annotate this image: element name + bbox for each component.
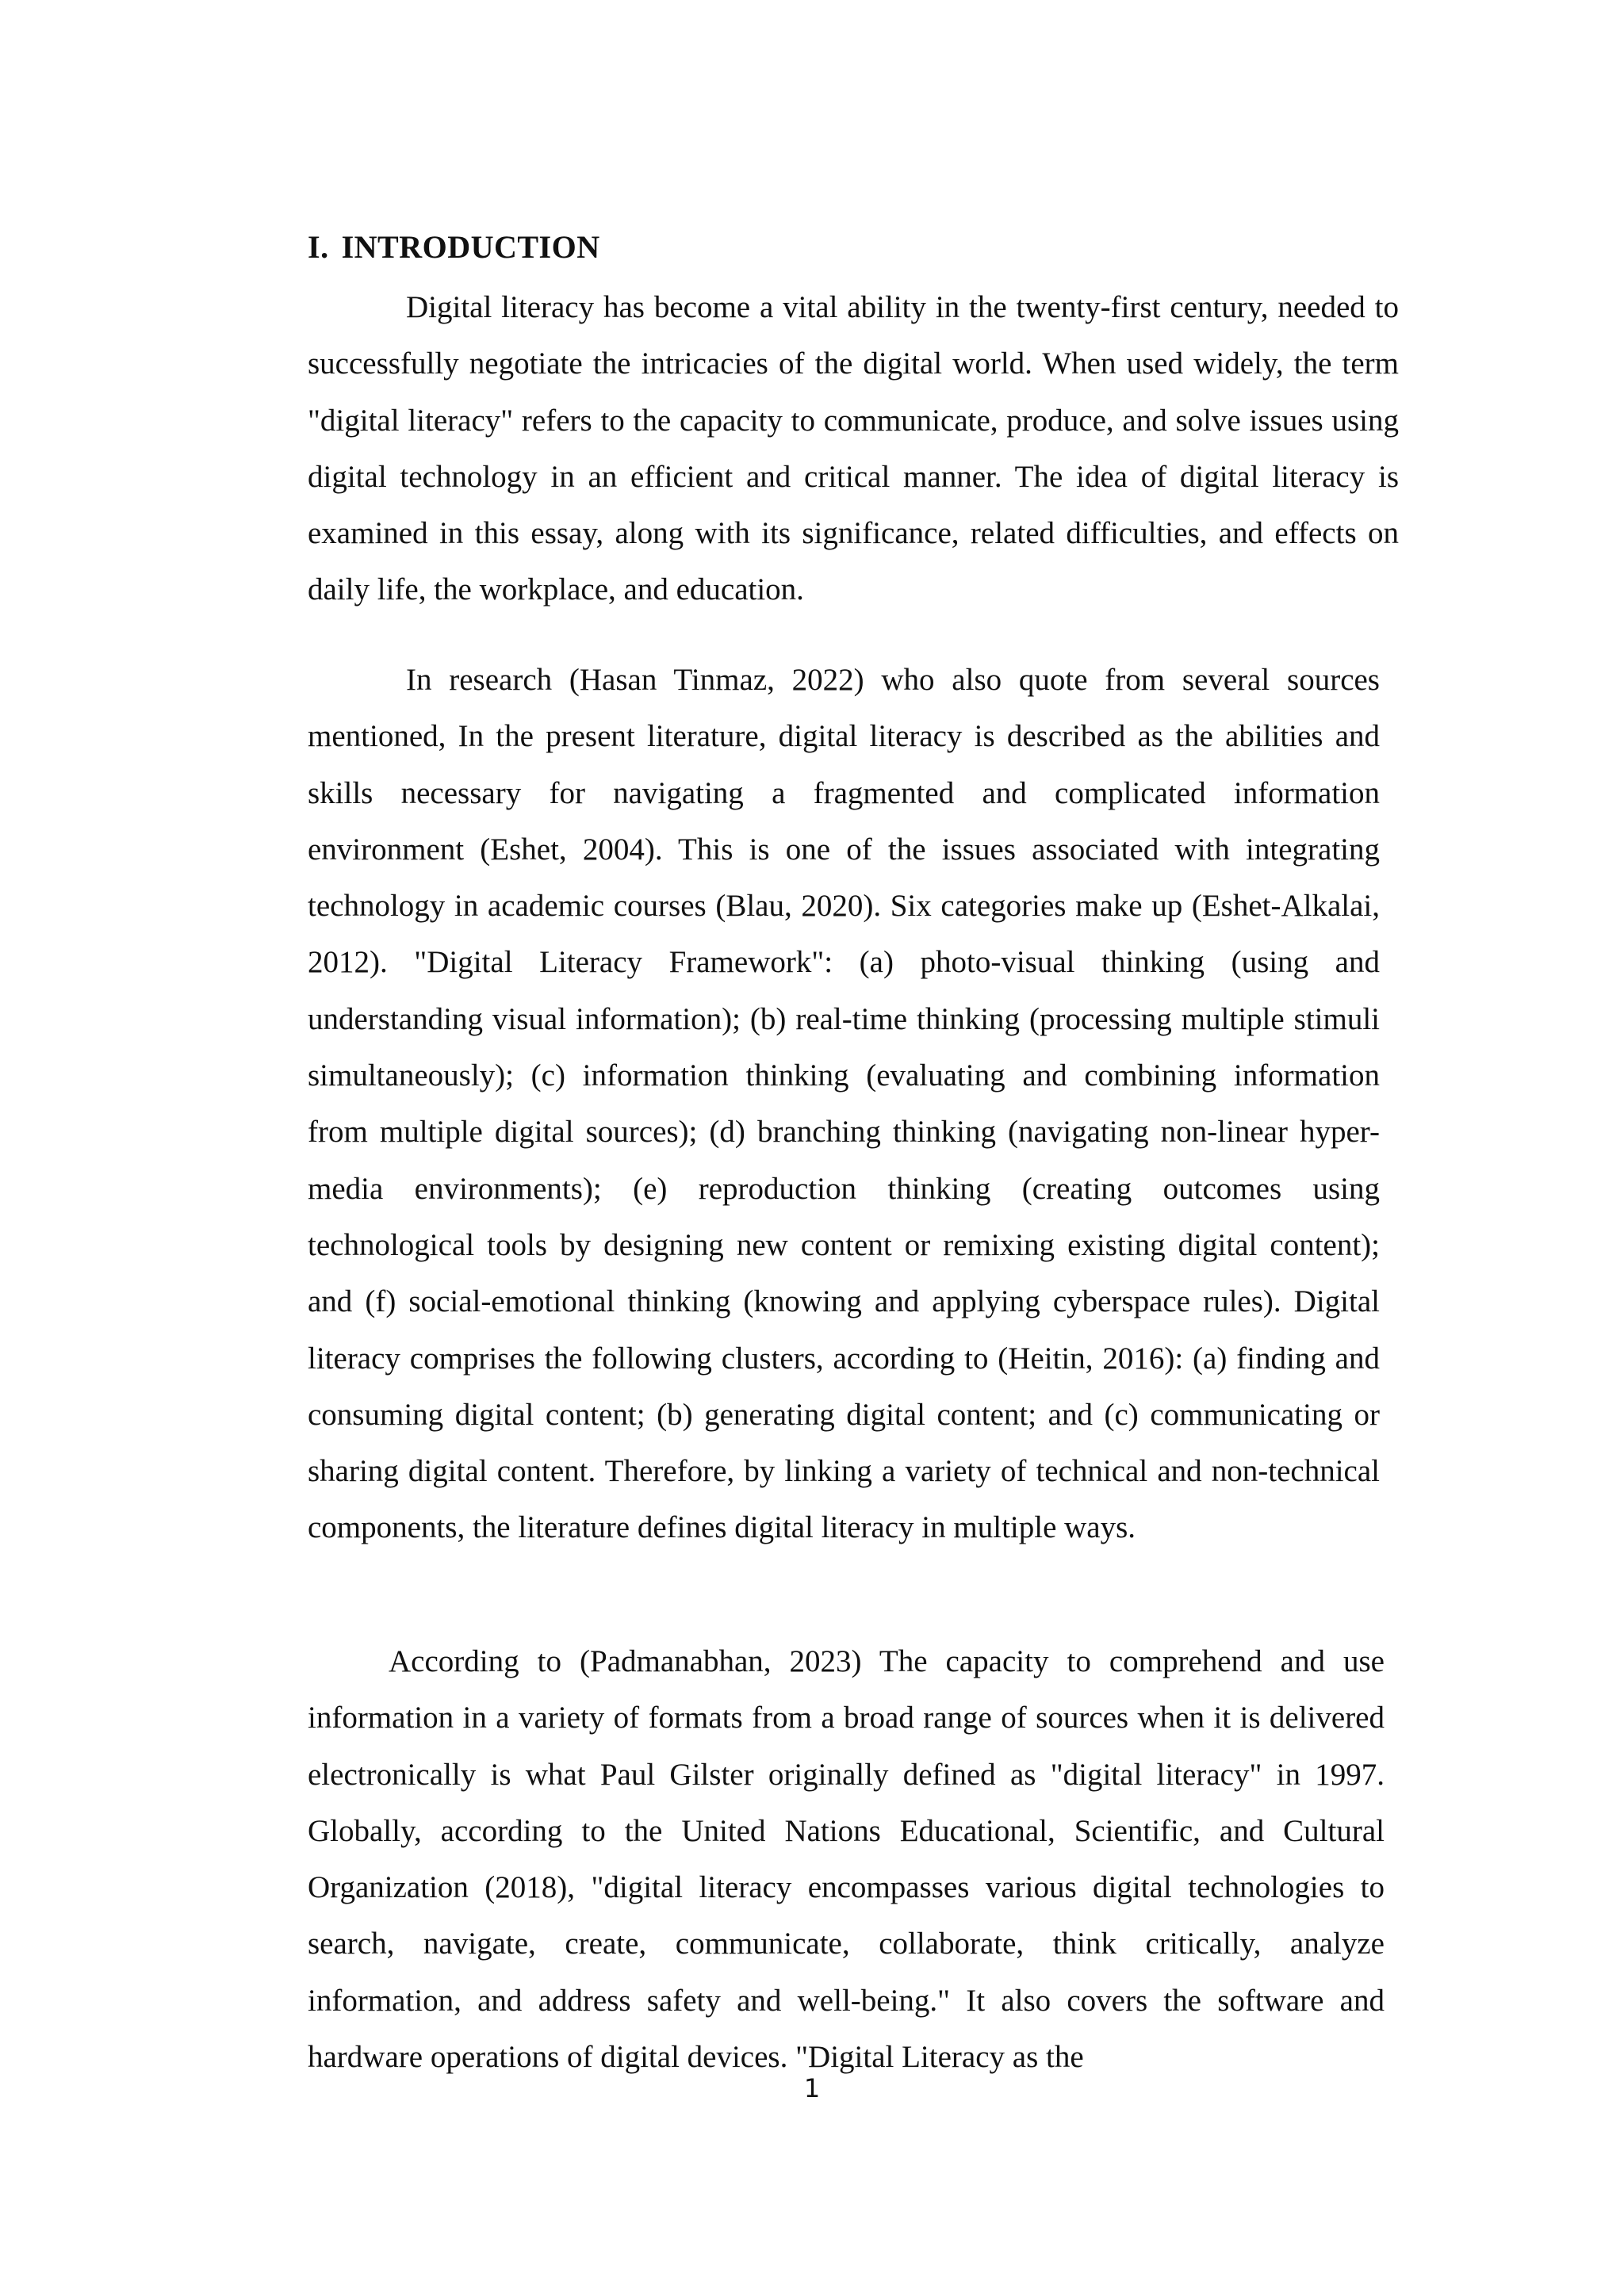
paragraph-2: In research (Hasan Tinmaz, 2022) who also quote from several sources mentioned, In the present literature, digital literacy is described as the abilities and skills necessary for navigating a fragmented and complicated information environment (Eshet, 2004). This is one of the issues associated with integrating technology in academic courses (Blau, 2020). Six categories make up (Eshet-Alkalai, 2012). "Digital Literacy Framework": (a) photo-visual thinking (using and understanding visual information); (b) real-time thinking (processing multiple stimuli simultaneously); (c) information thinking (evaluating and combining information from multiple digital sources); (d) branching thinking (navigating non-linear hyper-media environments); (e) reproduction thinking (creating outcomes using technological tools by designing new content or remixing existing digital content); and (f) social-emotional thinking (knowing and applying cyberspace rules). Digital literacy comprises the following clusters, according to (Heitin, 2016): (a) finding and consuming digital content; (b) generating digital content; and (c) communicating or sharing digital content. Therefore, by linking a variety of technical and non-technical components, the literature defines digital literacy in multiple ways. <box>308 663 1380 1545</box>
section-number: I. <box>308 229 329 265</box>
paragraph-1: Digital literacy has become a vital ability in the twenty-first century, needed to successfully negotiate the intricacies of the digital world. When used widely, the term "digital literacy" refers to the capacity to communicate, produce, and solve issues using digital technology in an efficient and critical manner. The idea of digital literacy is examined in this essay, along with its significance, related difficulties, and effects on daily life, the workplace, and education. <box>308 290 1399 607</box>
page-number: 1 <box>803 2073 821 2103</box>
section-title: INTRODUCTION <box>341 229 600 265</box>
section-heading <box>308 228 600 266</box>
paragraph-3: According to (Padmanabhan, 2023) The capacity to comprehend and use information in a variety of formats from a broad range of sources when it is delivered electronically is what Paul Gilster originally defined as "digital literacy" in 1997. Globally, according to the United Nations Educational, Scientific, and Cultural Organization (2018), "digital literacy encompasses various digital technologies to search, navigate, create, communicate, collaborate, think critically, analyze information, and address safety and well-being." It also covers the software and hardware operations of digital devices. "Digital Literacy as the <box>308 1644 1385 2075</box>
